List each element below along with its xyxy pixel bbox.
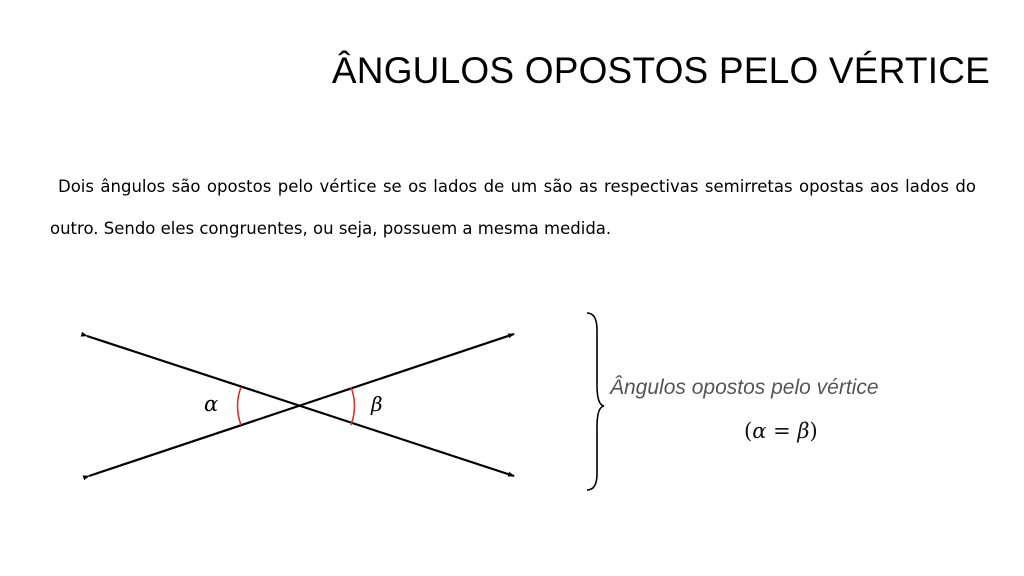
angle-alpha-arc — [238, 387, 241, 425]
angle-beta-label: β — [371, 392, 383, 416]
angle-alpha-label: α — [204, 392, 219, 416]
angle-equality-equation — [744, 419, 818, 443]
equation-open-paren: ( — [744, 419, 753, 443]
equation-beta: β — [797, 419, 810, 443]
slide-title: ÂNGULOS OPOSTOS PELO VÉRTICE — [331, 50, 990, 91]
caption-label: Ângulos opostos pelo vértice — [610, 376, 879, 399]
equation-close-paren: ) — [809, 419, 818, 443]
angle-beta-arc — [351, 387, 354, 425]
definition-paragraph: Dois ângulos são opostos pelo vértice se os lados de um são as respectivas semirretas opostas aos lados do outro. Sendo eles congruentes, ou seja, possuem a mesma medida. — [50, 177, 976, 238]
equation-alpha: α — [752, 419, 767, 443]
equation-equals: = — [766, 419, 798, 443]
curly-brace — [587, 313, 604, 490]
